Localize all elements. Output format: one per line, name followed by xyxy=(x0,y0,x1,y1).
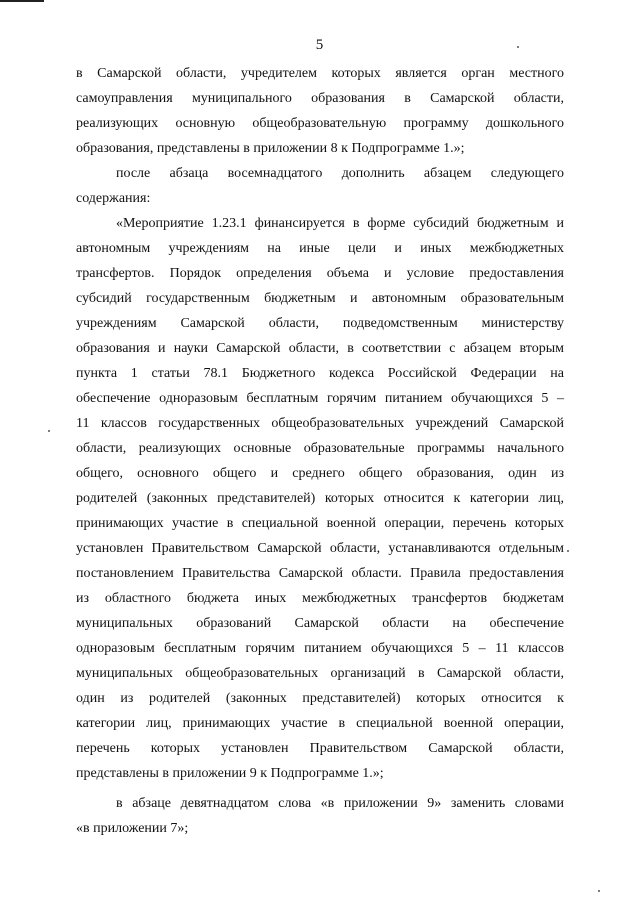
text-line: в абзаце девятнадцатом слова «в приложении 9» заменить словами xyxy=(116,796,564,811)
text-line: перечень которых установлен Правительством Самарской области, xyxy=(76,741,564,756)
text-line: общего, основного общего и среднего общего образования, один из xyxy=(76,466,564,481)
text-line: в Самарской области, учредителем которых является орган местного xyxy=(76,66,564,81)
text-line: учреждениям Самарской области, подведомственным министерству xyxy=(76,316,564,331)
text-line: области, реализующих основные образовательные программы начального xyxy=(76,441,564,456)
text-line: содержания: xyxy=(76,191,151,206)
text-line: автономным учреждениям на иные цели и иных межбюджетных xyxy=(76,241,564,256)
text-line: после абзаца восемнадцатого дополнить абзацем следующего xyxy=(116,166,564,181)
text-line: муниципальных общеобразовательных организаций в Самарской области, xyxy=(76,666,564,681)
scan-speck xyxy=(567,550,569,552)
scan-speck xyxy=(598,890,600,892)
text-line: постановлением Правительства Самарской области. Правила предоставления xyxy=(76,566,564,581)
page-number: 5 xyxy=(315,37,324,53)
text-line: одноразовым бесплатным горячим питанием обучающихся 5 – 11 классов xyxy=(76,641,564,656)
text-line: установлен Правительством Самарской области, устанавливаются отдельным xyxy=(76,541,564,556)
text-line: принимающих участие в специальной военной операции, перечень которых xyxy=(76,516,564,531)
text-line: образования и науки Самарской области, в соответствии с абзацем вторым xyxy=(76,341,564,356)
text-line: один из родителей (законных представителей) которых относится к xyxy=(76,691,564,706)
text-line: родителей (законных представителей) которых относится к категории лиц, xyxy=(76,491,564,506)
text-line: пункта 1 статьи 78.1 Бюджетного кодекса Российской Федерации на xyxy=(76,366,564,381)
text-line: представлены в приложении 9 к Подпрограмме 1.»; xyxy=(76,766,384,781)
scan-speck xyxy=(517,46,519,48)
text-line: «в приложении 7»; xyxy=(76,821,189,836)
text-line: из областного бюджета иных межбюджетных трансфертов бюджетам xyxy=(76,591,564,606)
scan-speck xyxy=(48,430,50,432)
text-line: 11 классов государственных общеобразовательных учреждений Самарской xyxy=(76,416,564,431)
text-line: субсидий государственным бюджетным и автономным образовательным xyxy=(76,291,564,306)
text-line: муниципальных образований Самарской области на обеспечение xyxy=(76,616,564,631)
text-line: обеспечение одноразовым бесплатным горячим питанием обучающихся 5 – xyxy=(76,391,564,406)
text-line: «Мероприятие 1.23.1 финансируется в форме субсидий бюджетным и xyxy=(116,216,564,231)
text-line: категории лиц, принимающих участие в специальной военной операции, xyxy=(76,716,564,731)
scan-edge-mark xyxy=(0,0,44,2)
text-line: трансфертов. Порядок определения объема и условие предоставления xyxy=(76,266,564,281)
text-line: реализующих основную общеобразовательную программу дошкольного xyxy=(76,116,564,131)
text-line: образования, представлены в приложении 8 к Подпрограмме 1.»; xyxy=(76,141,465,156)
text-line: самоуправления муниципального образования в Самарской области, xyxy=(76,91,564,106)
